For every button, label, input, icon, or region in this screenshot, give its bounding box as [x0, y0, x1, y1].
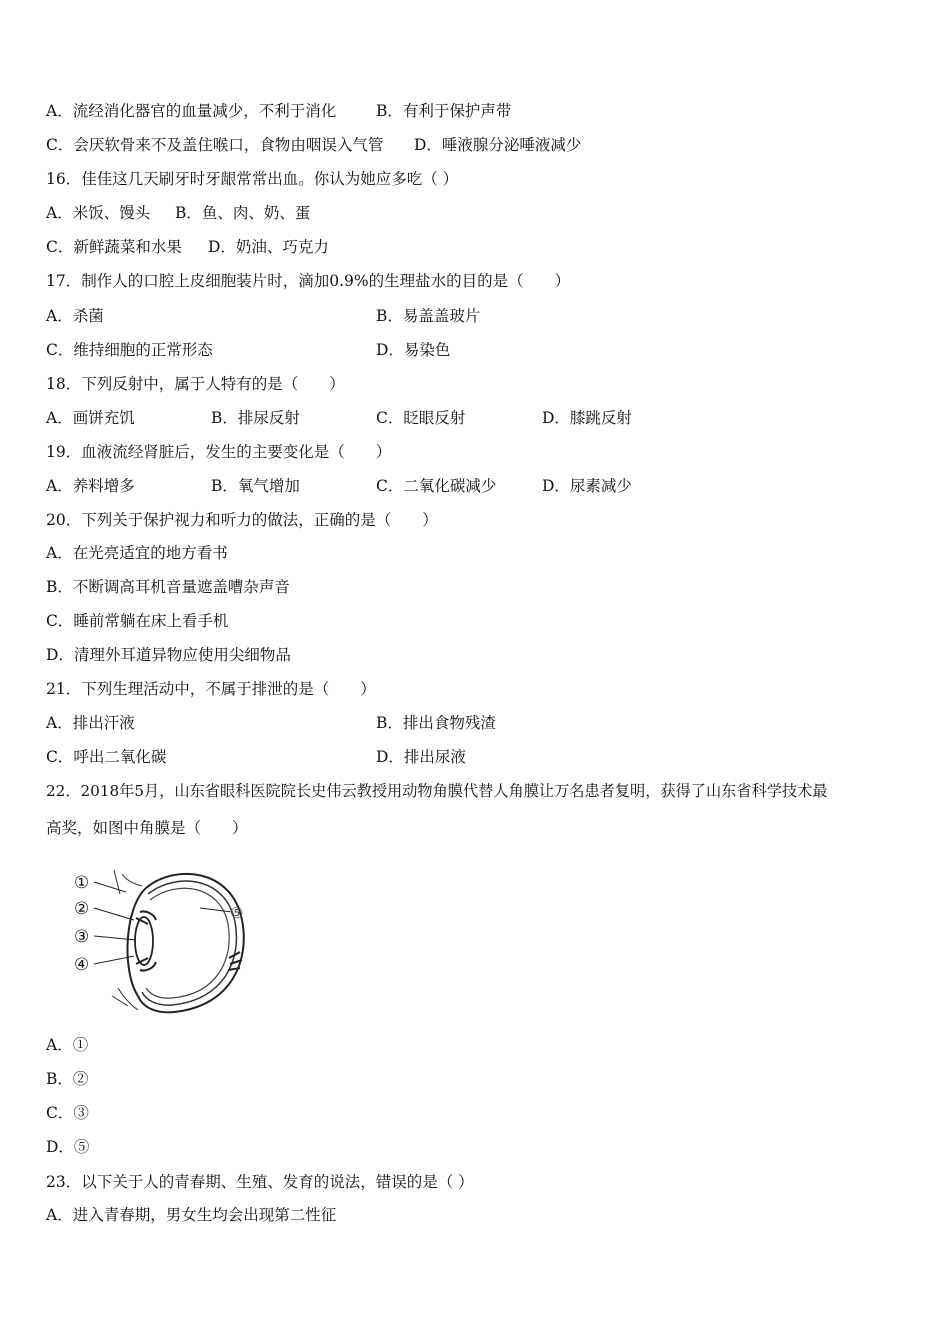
label-1: ① [74, 873, 90, 893]
q16-option-d: D．奶油、巧克力 [208, 238, 329, 256]
label-4: ④ [74, 955, 90, 975]
q19-stem: 19．血液流经肾脏后，发生的主要变化是（ ） [46, 443, 392, 461]
q16-option-c: C．新鲜蔬菜和水果 [46, 238, 182, 256]
q18-option-b: B．排尿反射 [211, 409, 300, 427]
q16-stem: 16．佳佳这几天刷牙时牙龈常常出血。你认为她应多吃（ ） [46, 170, 459, 188]
q22-option-b: B．② [46, 1070, 89, 1088]
q20-option-d: D．清理外耳道异物应使用尖细物品 [46, 646, 291, 664]
q23-option-a: A．进入青春期，男女生均会出现第二性征 [46, 1206, 337, 1224]
q16-option-a: A．米饭、馒头 [46, 204, 151, 222]
q15-option-b: B．有利于保护声带 [376, 102, 512, 120]
q15-option-c: C．会厌软骨来不及盖住喉口，食物由咽误入气管 [46, 136, 384, 154]
label-3: ③ [74, 927, 90, 947]
q18-option-c: C．眨眼反射 [376, 409, 466, 427]
q22-option-c: C．③ [46, 1104, 89, 1122]
q17-option-a: A．杀菌 [46, 307, 104, 325]
eye-retina [146, 888, 229, 998]
eye-choroid [142, 881, 236, 1005]
q21-option-c: C．呼出二氧化碳 [46, 748, 167, 766]
q17-option-d: D．易染色 [376, 341, 451, 359]
q18-option-d: D．膝跳反射 [542, 409, 632, 427]
eye-cornea [128, 888, 146, 996]
q19-option-c: C．二氧化碳减少 [376, 477, 497, 495]
q21-option-a: A．排出汗液 [46, 714, 135, 732]
q20-option-a: A．在光亮适宜的地方看书 [46, 544, 228, 562]
q17-option-c: C．维持细胞的正常形态 [46, 341, 213, 359]
q21-option-b: B．排出食物残渣 [376, 714, 496, 732]
q17-option-b: B．易盖盖玻片 [376, 307, 481, 325]
q15-option-a: A．流经消化器官的血量减少，不利于消化 [46, 102, 337, 120]
q20-option-b: B．不断调高耳机音量遮盖嘈杂声音 [46, 578, 290, 596]
q19-option-d: D．尿素减少 [542, 477, 632, 495]
eye-diagram [64, 860, 254, 1018]
q20-stem: 20．下列关于保护视力和听力的做法，正确的是（ ） [46, 511, 438, 529]
q21-option-d: D．排出尿液 [376, 748, 466, 766]
q18-option-a: A．画饼充饥 [46, 409, 135, 427]
q17-stem: 17．制作人的口腔上皮细胞装片时，滴加0.9%的生理盐水的目的是（ ） [46, 272, 571, 290]
q19-option-a: A．养料增多 [46, 477, 135, 495]
label-2: ② [74, 899, 90, 919]
eye-lens [135, 917, 153, 965]
q20-option-c: C．睡前常躺在床上看手机 [46, 612, 229, 630]
q22-stem-line1: 22．2018年5月，山东省眼科医院院长史伟云教授用动物角膜代替人角膜让万名患者复明，获得了山东省科学技术最 [46, 782, 828, 800]
q23-stem: 23．以下关于人的青春期、生殖、发育的说法，错误的是（ ） [46, 1173, 474, 1191]
q21-stem: 21．下列生理活动中，不属于排泄的是（ ） [46, 680, 376, 698]
q15-option-d: D．唾液腺分泌唾液减少 [414, 136, 582, 154]
q22-option-a: A．① [46, 1036, 89, 1054]
q18-stem: 18．下列反射中，属于人特有的是（ ） [46, 375, 345, 393]
q16-option-b: B．鱼、肉、奶、蛋 [175, 204, 311, 222]
q22-option-d: D．⑤ [46, 1138, 90, 1156]
label-5: ⑤ [230, 904, 244, 922]
q19-option-b: B．氧气增加 [211, 477, 300, 495]
q22-stem-line2: 高奖，如图中角膜是（ ） [46, 819, 248, 837]
